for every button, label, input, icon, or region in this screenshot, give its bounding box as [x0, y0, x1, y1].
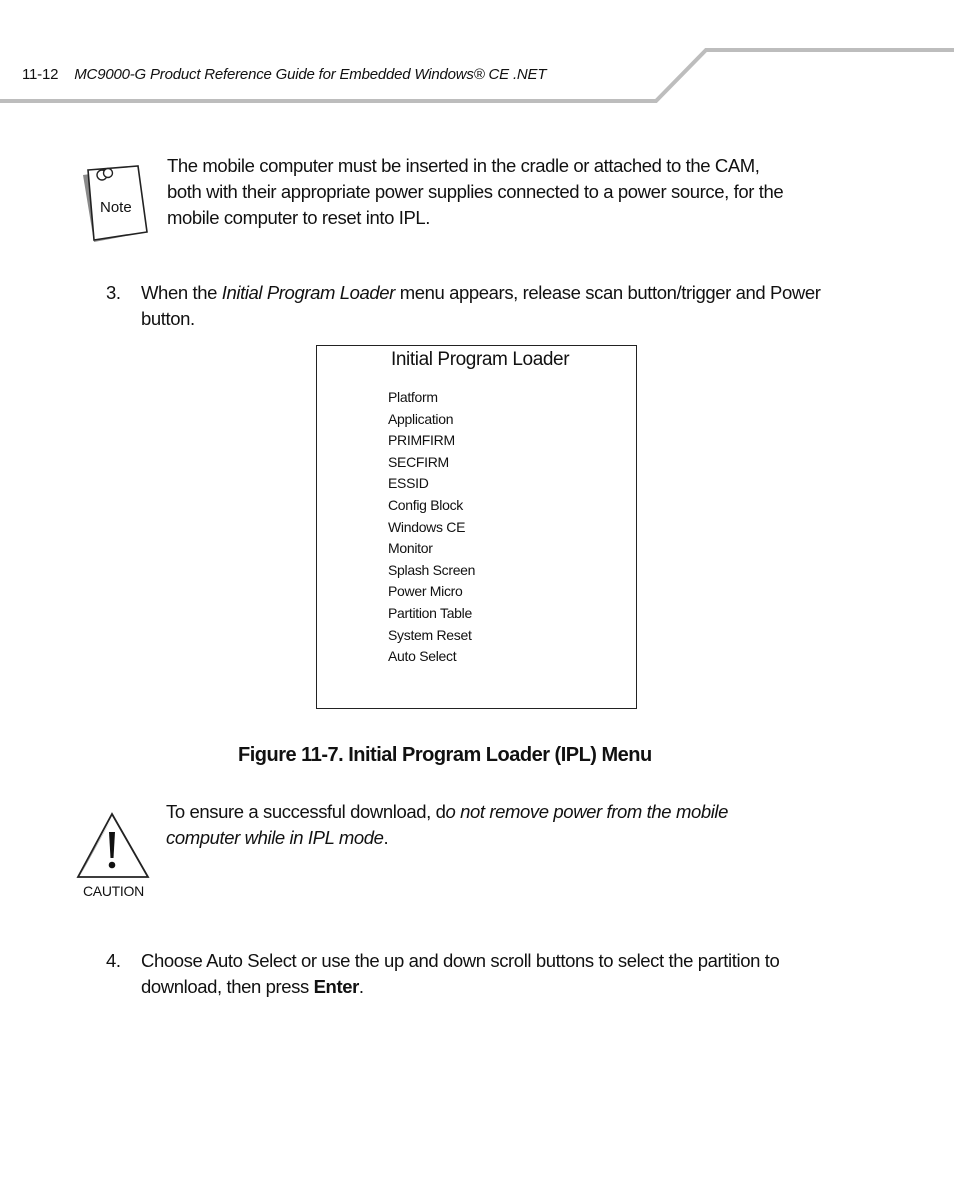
step-text	[141, 280, 841, 332]
ipl-menu-title: Initial Program Loader	[391, 349, 570, 370]
caution-text	[166, 799, 786, 851]
ipl-menu-item: Monitor	[388, 540, 433, 557]
page-header	[22, 66, 546, 83]
note-icon-label: Note	[100, 199, 132, 216]
ipl-menu-item: Splash Screen	[388, 561, 476, 578]
note-icon	[78, 165, 152, 247]
caution-icon	[76, 812, 152, 882]
ipl-menu-item: PRIMFIRM	[388, 432, 455, 449]
ipl-menu-item: System Reset	[388, 626, 472, 643]
step-text-part: menu appears, release scan button/trigger and Power button.	[141, 282, 821, 329]
step-number: 3.	[106, 282, 121, 303]
ipl-menu-item: Windows CE	[388, 518, 466, 535]
step-text-part: Choose Auto Select or use the up and down scroll buttons to select the partition to download, then press	[141, 950, 780, 997]
step-text-italic: Initial Program Loader	[221, 282, 395, 303]
warning-triangle-icon	[76, 812, 152, 882]
note-text: The mobile computer must be inserted in the cradle or attached to the CAM, both with their appropriate power supplies connected to a power source, for the mobile computer to reset into IPL.	[167, 155, 784, 228]
header-rule	[0, 0, 954, 110]
ipl-menu-item: Partition Table	[388, 604, 472, 621]
ipl-menu-item: Config Block	[388, 496, 463, 513]
step-text-part: .	[358, 976, 364, 997]
step-text-bold: Enter	[313, 976, 359, 997]
step-text	[141, 948, 841, 1000]
step-text-part: When the	[141, 282, 222, 303]
caution-text-part: To ensure a successful download, d	[166, 801, 446, 822]
ipl-menu-item: SECFIRM	[388, 453, 449, 470]
ipl-menu-item: Power Micro	[388, 583, 463, 600]
ipl-menu-item: Application	[388, 410, 454, 427]
page-number: 11-12	[22, 66, 59, 83]
note-paper-icon	[78, 165, 152, 247]
figure-caption: Figure 11-7. Initial Program Loader (IPL) Menu	[238, 744, 652, 766]
document-title: MC9000-G Product Reference Guide for Embedded Windows® CE .NET	[74, 66, 547, 83]
step-number: 4.	[106, 950, 121, 971]
ipl-menu-list	[388, 387, 475, 668]
ipl-menu-item: ESSID	[388, 475, 429, 492]
caution-text-italic: o not remove power from the mobile computer while in IPL mode	[166, 801, 729, 848]
ipl-menu-item: Platform	[388, 389, 438, 405]
caution-label: CAUTION	[83, 883, 144, 899]
ipl-menu-item: Auto Select	[388, 648, 457, 665]
caution-text-part: .	[383, 827, 389, 848]
ipl-menu-figure	[316, 345, 637, 709]
